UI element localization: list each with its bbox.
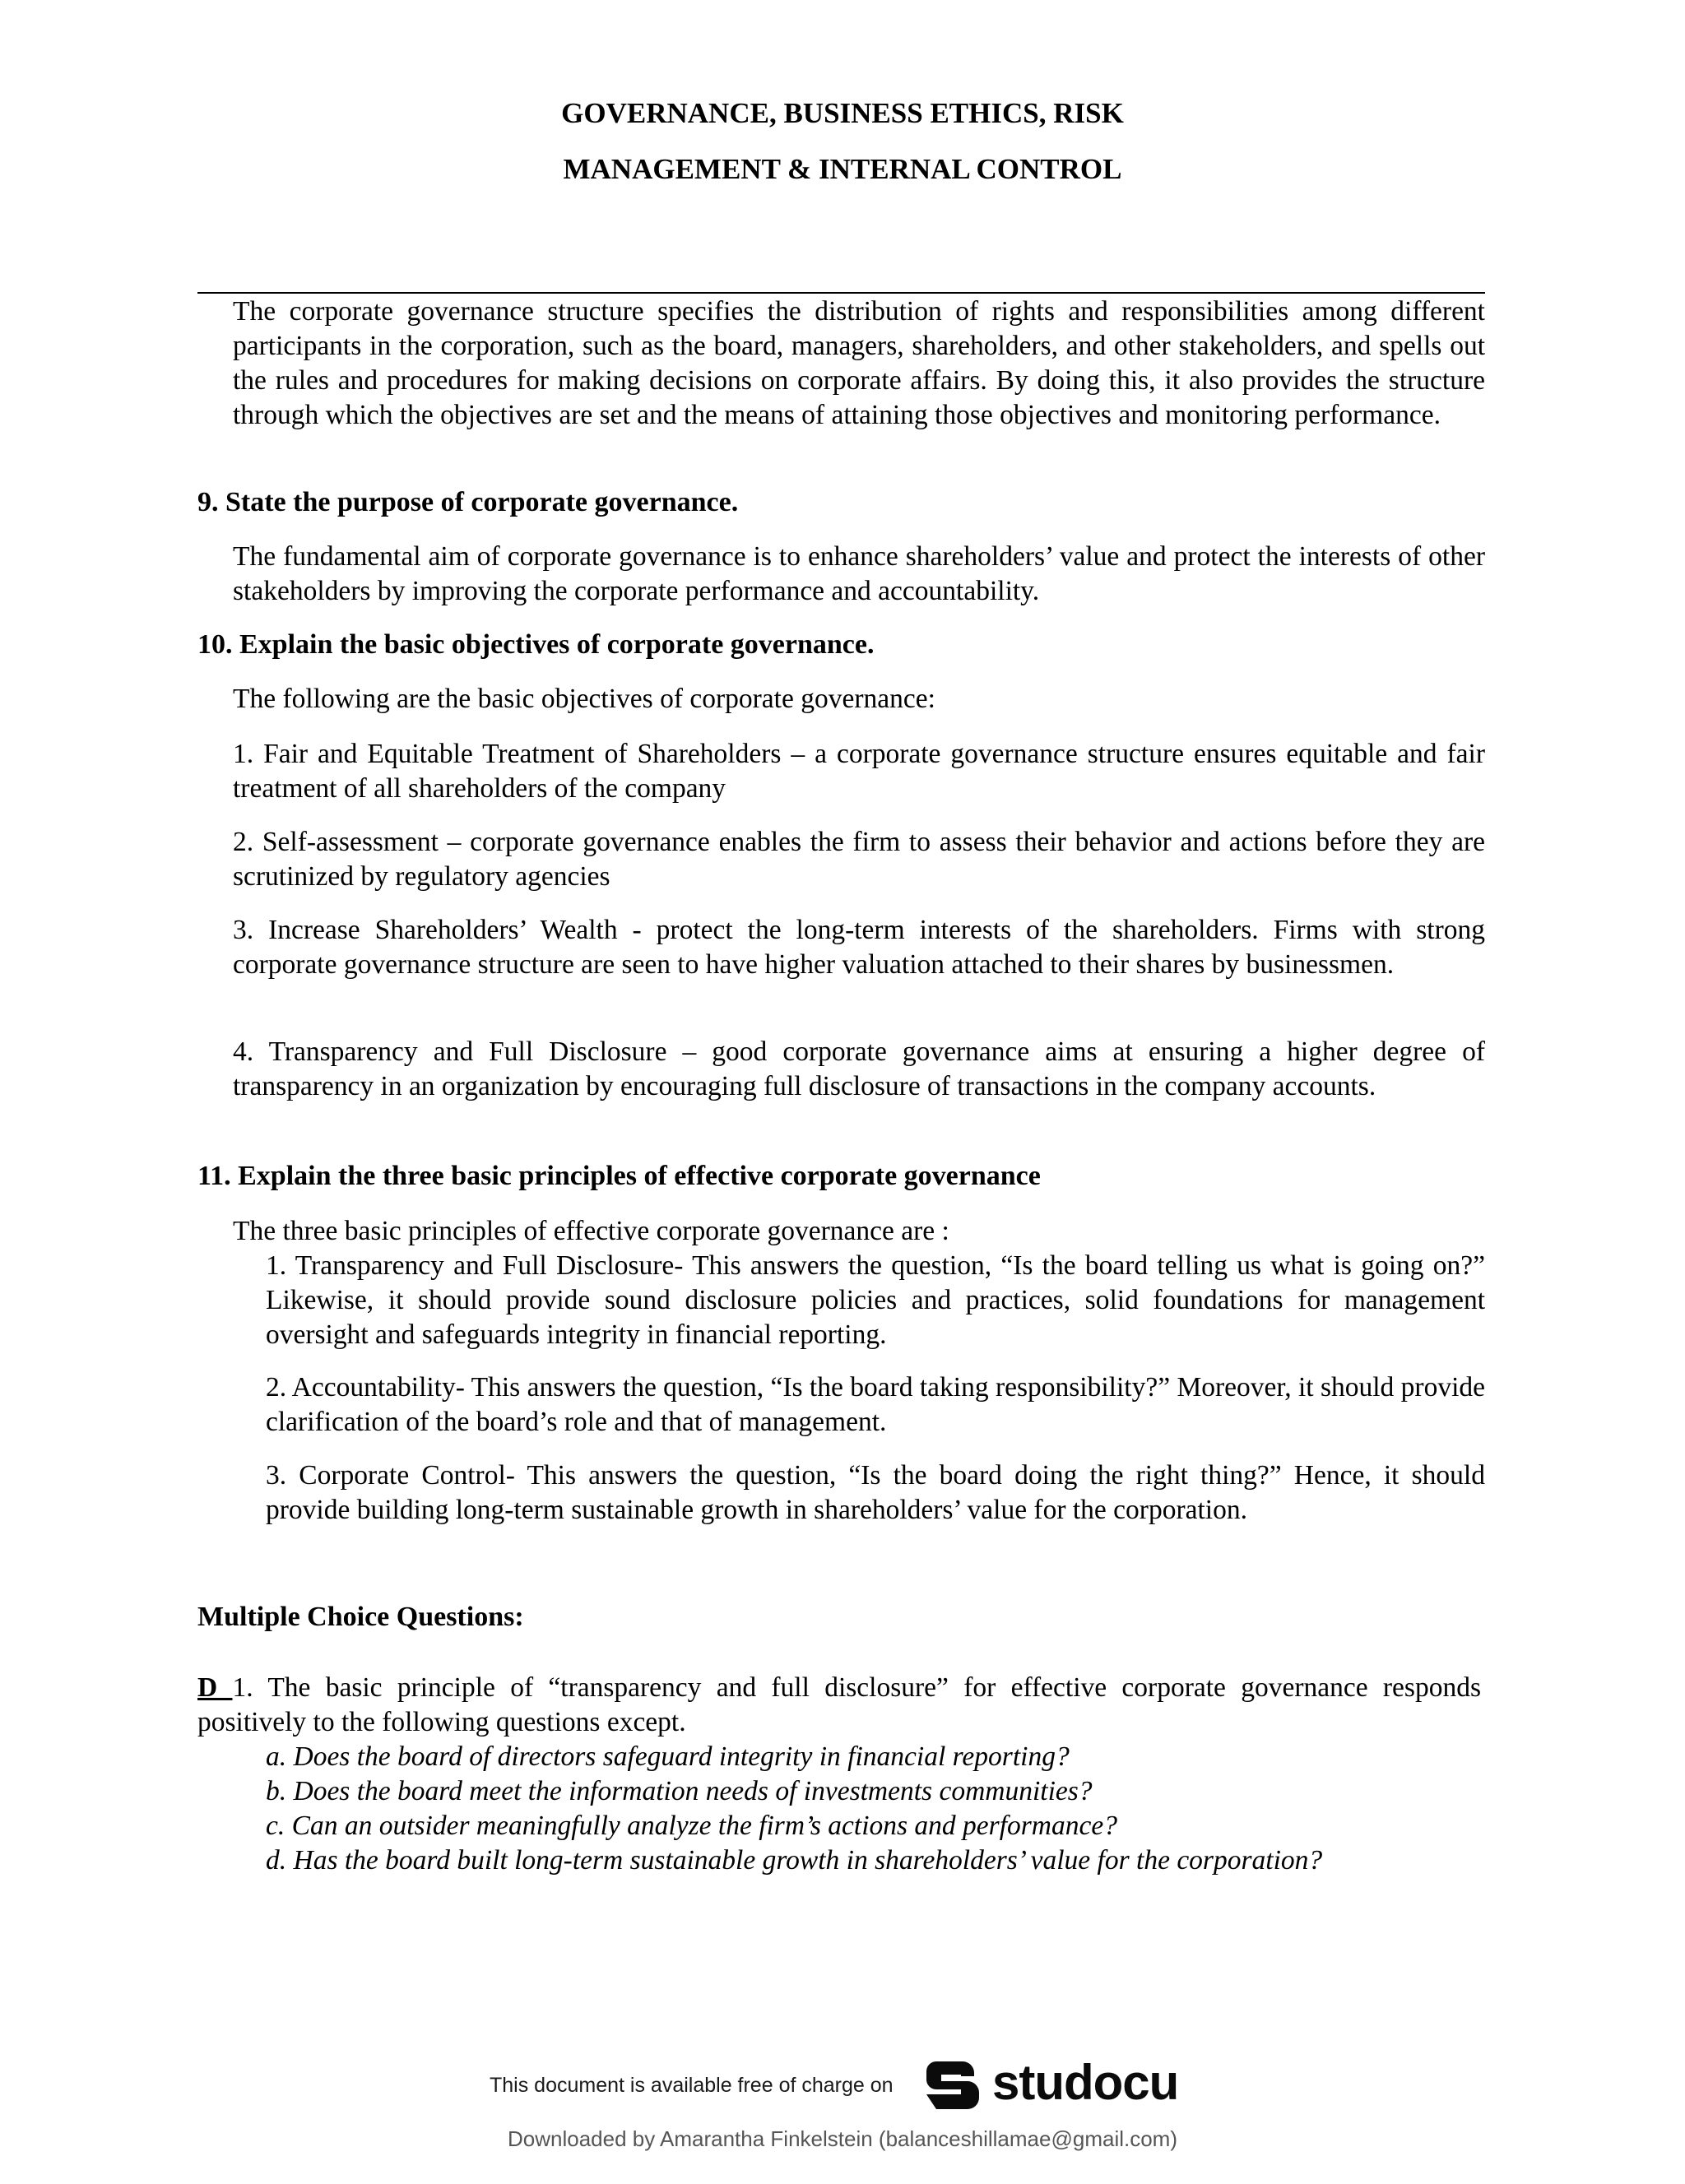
- question-9-heading: 9. State the purpose of corporate governance.: [197, 487, 739, 517]
- question-11-lead: The three basic principles of effective corporate governance are :: [233, 1216, 949, 1246]
- question-11-item-2: 2. Accountability- This answers the question, “Is the board taking responsibility?” Moreover, it should provide clarification of the board’s role and that of management.: [266, 1372, 1485, 1437]
- mcq-question-text: 1. The basic principle of “transparency and full disclosure” for effective corporate governance responds positively to the following questions except.: [197, 1672, 1481, 1737]
- question-10-lead: The following are the basic objectives of corporate governance:: [233, 684, 935, 714]
- question-11-item-3: 3. Corporate Control- This answers the question, “Is the board doing the right thing?” Hence, it should provide building long-term sustainable growth in shareholders’ value for the corporation.: [266, 1460, 1485, 1525]
- studocu-logo-icon: [920, 2050, 986, 2116]
- document-title-line-2: MANAGEMENT & INTERNAL CONTROL: [563, 153, 1122, 185]
- mcq-answer-letter: D: [197, 1672, 233, 1703]
- question-10-item-3: 3. Increase Shareholders’ Wealth - protect the long-term interests of the shareholders. Firms with strong corporate governance structure are seen to have higher valuation attached to their shares by businessmen.: [233, 915, 1485, 980]
- mcq-option-a: a. Does the board of directors safeguard integrity in financial reporting?: [266, 1741, 1070, 1772]
- studocu-logo[interactable]: [920, 2050, 1178, 2116]
- question-10-heading: 10. Explain the basic objectives of corporate governance.: [197, 629, 875, 660]
- question-10-item-2: 2. Self-assessment – corporate governance enables the firm to assess their behavior and actions before they are scrutinized by regulatory agencies: [233, 827, 1485, 892]
- header-divider: [197, 292, 1485, 294]
- question-11-item-1: 1. Transparency and Full Disclosure- This answers the question, “Is the board telling us what is going on?” Likewise, it should provide sound disclosure policies and practices, solid foundations for management oversight and safeguards integrity in financial reporting.: [266, 1250, 1485, 1350]
- question-11-heading: 11. Explain the three basic principles of effective corporate governance: [197, 1161, 1041, 1191]
- question-10-item-4: 4. Transparency and Full Disclosure – good corporate governance aims at ensuring a higher degree of transparency in an organization by encouraging full disclosure of transactions in the company accounts.: [233, 1036, 1485, 1101]
- mcq-option-d: d. Has the board built long-term sustainable growth in shareholders’ value for the corporation?: [266, 1845, 1323, 1876]
- question-9-answer: The fundamental aim of corporate governance is to enhance shareholders’ value and protect the interests of other stakeholders by improving the corporate performance and accountability.: [233, 541, 1485, 606]
- mcq-question-1: [197, 1671, 1481, 1740]
- mcq-option-b: b. Does the board meet the information needs of investments communities?: [266, 1776, 1093, 1806]
- mcq-option-c: c. Can an outsider meaningfully analyze the firm’s actions and performance?: [266, 1811, 1117, 1841]
- document-title-line-1: GOVERNANCE, BUSINESS ETHICS, RISK: [561, 97, 1124, 129]
- mcq-heading: Multiple Choice Questions:: [197, 1602, 524, 1632]
- footer-available-text: This document is available free of charge on: [490, 2074, 894, 2097]
- intro-paragraph: The corporate governance structure specifies the distribution of rights and responsibilities among different participants in the corporation, such as the board, managers, shareholders, and other stakeholders, and spells out the rules and procedures for making decisions on corporate affairs. By doing this, it also provides the structure through which the objectives are set and the means of attaining those objectives and monitoring performance.: [233, 296, 1485, 430]
- studocu-logo-text: studocu: [992, 2055, 1179, 2110]
- question-10-item-1: 1. Fair and Equitable Treatment of Shareholders – a corporate governance structure ensures equitable and fair treatment of all shareholders of the company: [233, 739, 1485, 804]
- footer-downloaded-text: Downloaded by Amarantha Finkelstein (balanceshillamae@gmail.com): [507, 2126, 1177, 2151]
